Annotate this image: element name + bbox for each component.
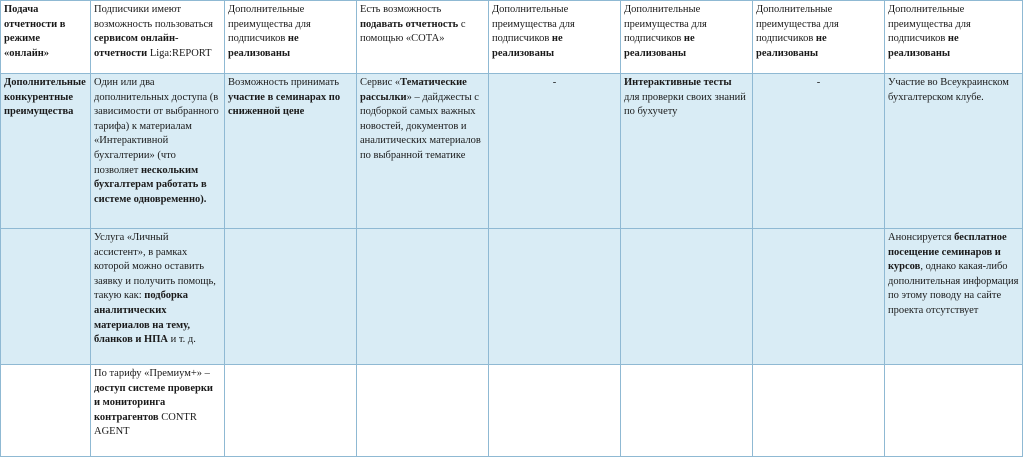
- cell-text: Есть возможность: [360, 4, 442, 15]
- table-cell: [885, 365, 1023, 457]
- cell-text: не реализованы: [888, 33, 959, 59]
- cell-text: Сервис «: [360, 77, 401, 88]
- table-cell: [91, 365, 225, 457]
- cell-text: доступ системе проверки и мониторинга контрагентов: [94, 382, 213, 423]
- table-cell: [621, 1, 753, 74]
- cell-text: Liga:REPORT: [147, 47, 212, 59]
- cell-text: нескольким бухгалтерам работать в системе одновременно).: [94, 164, 207, 205]
- table-cell: [753, 74, 885, 229]
- cell-text: Один или два дополнительных доступа (в зависимости от выбранного тарифа) к материалам «Интерактивной бухгалтерии» (что позволяет: [94, 77, 219, 176]
- cell-text: подавать отчетность: [360, 18, 459, 30]
- table-cell: [753, 1, 885, 74]
- cell-text: , однако какая-либо дополнительная информация по этому поводу на сайте проекта отсутствует: [888, 261, 1019, 316]
- table-row: [1, 229, 1023, 365]
- table-cell: [357, 365, 489, 457]
- table-cell: [885, 1, 1023, 74]
- table-cell: [621, 365, 753, 457]
- cell-text: » – дайджесты с подборкой самых важных новостей, документов и аналитических материалов по выбранной тематике: [360, 91, 481, 161]
- table-cell: [225, 365, 357, 457]
- table-cell: [91, 229, 225, 365]
- table-cell: [225, 229, 357, 365]
- table-cell: [753, 229, 885, 365]
- table-cell: [885, 74, 1023, 229]
- cell-text: Подписчики имеют возможность пользоваться: [94, 4, 213, 30]
- table-row: [1, 365, 1023, 457]
- table-row: [1, 1, 1023, 74]
- table-cell: [753, 365, 885, 457]
- cell-text: Дополнительные преимущества для подписчиков: [624, 4, 707, 45]
- cell-text: Услуга «Личный ассистент», в рамках которой можно оставить заявку и получить помощь, такую как:: [94, 232, 216, 302]
- cell-text: с помощью «СОТА»: [360, 18, 466, 45]
- table-cell: [885, 229, 1023, 365]
- table-cell: [357, 229, 489, 365]
- table-cell: [357, 1, 489, 74]
- cell-text: Участие во Всеукраинском бухгалтерском клубе.: [888, 77, 1009, 103]
- cell-text: участие в семинарах по сниженной цене: [228, 91, 341, 118]
- cell-text: Дополнительные преимущества для подписчиков: [492, 4, 575, 45]
- cell-text: не реализованы: [756, 33, 827, 59]
- cell-text: По тарифу «Премиум+» –: [94, 368, 210, 379]
- table-cell: [1, 1, 91, 74]
- table-cell: [357, 74, 489, 229]
- cell-text: подборка аналитических материалов на тему, бланков и НПА: [94, 290, 191, 346]
- table-cell: [489, 74, 621, 229]
- cell-text: для проверки своих знаний по бухучету: [624, 91, 746, 118]
- cell-text: не реализованы: [492, 33, 563, 59]
- cell-text: сервисом онлайн-отчетности: [94, 33, 179, 59]
- cell-text: и т. д.: [167, 334, 196, 346]
- table-cell: [91, 74, 225, 229]
- cell-text: Дополнительные конкурентные преимущества: [4, 77, 86, 118]
- table-cell: [225, 1, 357, 74]
- table-cell: [489, 365, 621, 457]
- cell-text: Тематические рассылки: [360, 77, 467, 103]
- cell-text: Дополнительные преимущества для подписчиков: [888, 4, 971, 45]
- cell-text: Анонсируется: [888, 232, 955, 243]
- table-cell: [1, 365, 91, 457]
- cell-text: Возможность принимать: [228, 77, 339, 88]
- cell-text: Подача отчетности в режиме «онлайн»: [4, 4, 66, 59]
- empty-dash: -: [816, 77, 821, 88]
- table-cell: [489, 1, 621, 74]
- table-cell: [489, 229, 621, 365]
- empty-dash: -: [552, 77, 557, 88]
- table-cell: [621, 74, 753, 229]
- table-row: [1, 74, 1023, 229]
- cell-text: Дополнительные преимущества для подписчиков: [228, 4, 311, 45]
- table-cell: [91, 1, 225, 74]
- cell-text: бесплатное посещение семинаров и курсов: [888, 232, 1007, 273]
- cell-text: Дополнительные преимущества для подписчиков: [756, 4, 839, 45]
- cell-text: не реализованы: [624, 33, 695, 59]
- table-cell: [621, 229, 753, 365]
- table-cell: [1, 74, 91, 229]
- cell-text: не реализованы: [228, 33, 299, 59]
- table-cell: [1, 229, 91, 365]
- cell-text: Интерактивные тесты: [624, 77, 732, 88]
- cell-text: CONTR AGENT: [94, 411, 197, 438]
- table-cell: [225, 74, 357, 229]
